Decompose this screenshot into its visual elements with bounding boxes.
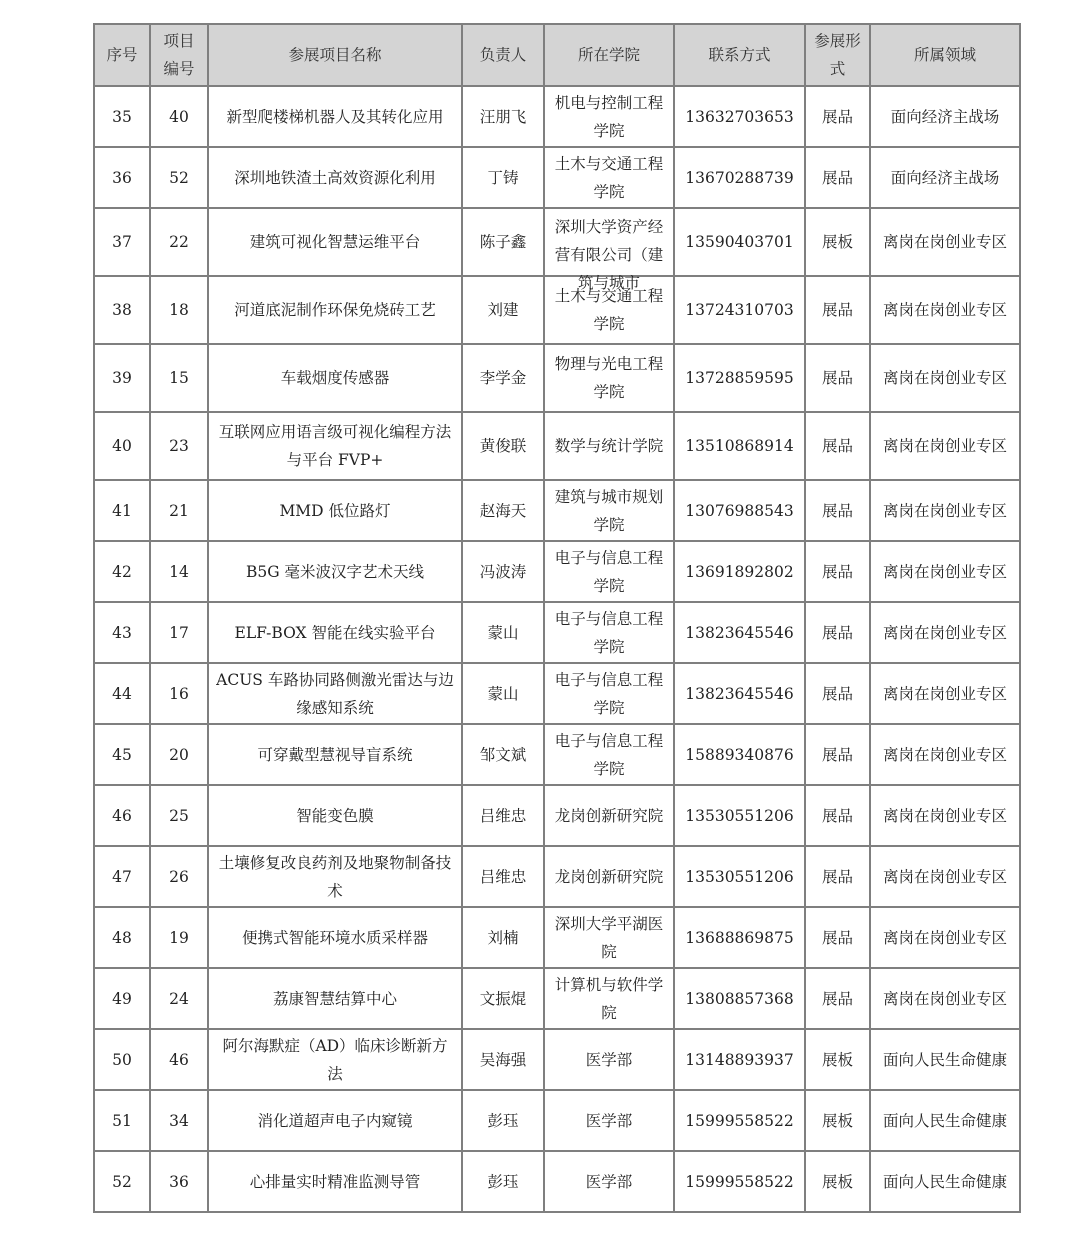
cell-college xyxy=(544,276,674,344)
cell-college xyxy=(544,663,674,724)
cell-no: 51 xyxy=(94,1090,150,1151)
table-header-row xyxy=(94,24,1020,86)
cell-code: 25 xyxy=(150,785,208,846)
cell-field: 离岗在岗创业专区 xyxy=(870,480,1020,541)
college-text: 深圳大学平湖医院 xyxy=(554,914,664,961)
cell-leader: 丁铸 xyxy=(462,147,544,208)
cell-form: 展品 xyxy=(805,344,870,412)
table-row xyxy=(94,785,1020,846)
cell-phone: 13728859595 xyxy=(674,344,805,412)
cell-field: 离岗在岗创业专区 xyxy=(870,907,1020,968)
table-row xyxy=(94,663,1020,724)
cell-no: 49 xyxy=(94,968,150,1029)
cell-phone: 13590403701 xyxy=(674,208,805,276)
college-text: 机电与控制工程学院 xyxy=(554,93,664,140)
table-row xyxy=(94,968,1020,1029)
cell-leader: 冯波涛 xyxy=(462,541,544,602)
header-cell-code: 项目编号 xyxy=(150,24,208,86)
cell-form: 展品 xyxy=(805,724,870,785)
cell-college xyxy=(544,147,674,208)
cell-college xyxy=(544,541,674,602)
cell-form: 展品 xyxy=(805,276,870,344)
cell-code: 21 xyxy=(150,480,208,541)
cell-form: 展品 xyxy=(805,412,870,480)
cell-code: 40 xyxy=(150,86,208,147)
cell-field: 离岗在岗创业专区 xyxy=(870,602,1020,663)
table-row xyxy=(94,724,1020,785)
cell-college xyxy=(544,846,674,907)
cell-phone: 13670288739 xyxy=(674,147,805,208)
cell-field: 离岗在岗创业专区 xyxy=(870,663,1020,724)
cell-phone: 13076988543 xyxy=(674,480,805,541)
table-row xyxy=(94,344,1020,412)
header-cell-leader: 负责人 xyxy=(462,24,544,86)
cell-college xyxy=(544,1090,674,1151)
cell-code: 18 xyxy=(150,276,208,344)
table-row xyxy=(94,602,1020,663)
cell-no: 50 xyxy=(94,1029,150,1090)
cell-field: 离岗在岗创业专区 xyxy=(870,208,1020,276)
cell-form: 展品 xyxy=(805,968,870,1029)
cell-code: 16 xyxy=(150,663,208,724)
cell-name: 新型爬楼梯机器人及其转化应用 xyxy=(208,86,462,147)
cell-name: 河道底泥制作环保免烧砖工艺 xyxy=(208,276,462,344)
cell-name: 阿尔海默症（AD）临床诊断新方法 xyxy=(208,1029,462,1090)
cell-field: 离岗在岗创业专区 xyxy=(870,846,1020,907)
cell-college xyxy=(544,1151,674,1212)
cell-leader: 刘建 xyxy=(462,276,544,344)
cell-college xyxy=(544,480,674,541)
college-text: 土木与交通工程学院 xyxy=(554,287,664,333)
cell-leader: 蒙山 xyxy=(462,602,544,663)
college-text: 医学部 xyxy=(585,1172,633,1191)
cell-college xyxy=(544,602,674,663)
cell-form: 展品 xyxy=(805,480,870,541)
cell-leader: 邹文斌 xyxy=(462,724,544,785)
cell-name: 便携式智能环境水质采样器 xyxy=(208,907,462,968)
cell-no: 41 xyxy=(94,480,150,541)
cell-form: 展板 xyxy=(805,1151,870,1212)
cell-field: 离岗在岗创业专区 xyxy=(870,276,1020,344)
cell-college xyxy=(544,1029,674,1090)
cell-code: 19 xyxy=(150,907,208,968)
table-row xyxy=(94,412,1020,480)
college-text: 电子与信息工程学院 xyxy=(554,670,664,717)
cell-form: 展板 xyxy=(805,208,870,276)
cell-phone: 13724310703 xyxy=(674,276,805,344)
college-text: 数学与统计学院 xyxy=(554,437,664,455)
cell-form: 展品 xyxy=(805,147,870,208)
table-row xyxy=(94,541,1020,602)
cell-phone: 13808857368 xyxy=(674,968,805,1029)
cell-name: 智能变色膜 xyxy=(208,785,462,846)
cell-code: 15 xyxy=(150,344,208,412)
cell-name: ELF-BOX 智能在线实验平台 xyxy=(208,602,462,663)
cell-leader: 吕维忠 xyxy=(462,846,544,907)
cell-code: 14 xyxy=(150,541,208,602)
table-row xyxy=(94,147,1020,208)
table-row xyxy=(94,907,1020,968)
cell-form: 展板 xyxy=(805,1029,870,1090)
college-text: 计算机与软件学院 xyxy=(554,975,664,1022)
cell-phone: 13691892802 xyxy=(674,541,805,602)
cell-leader: 汪朋飞 xyxy=(462,86,544,147)
cell-form: 展品 xyxy=(805,663,870,724)
cell-name: 荔康智慧结算中心 xyxy=(208,968,462,1029)
cell-name: 心排量实时精准监测导管 xyxy=(208,1151,462,1212)
table-row xyxy=(94,208,1020,276)
header-cell-no: 序号 xyxy=(94,24,150,86)
cell-code: 46 xyxy=(150,1029,208,1090)
cell-leader: 彭珏 xyxy=(462,1090,544,1151)
cell-college xyxy=(544,968,674,1029)
cell-leader: 吕维忠 xyxy=(462,785,544,846)
cell-code: 52 xyxy=(150,147,208,208)
cell-field: 面向人民生命健康 xyxy=(870,1090,1020,1151)
cell-name: 深圳地铁渣土高效资源化利用 xyxy=(208,147,462,208)
cell-field: 离岗在岗创业专区 xyxy=(870,785,1020,846)
cell-leader: 吴海强 xyxy=(462,1029,544,1090)
cell-name: 消化道超声电子内窥镜 xyxy=(208,1090,462,1151)
cell-phone: 13530551206 xyxy=(674,846,805,907)
cell-name: 车载烟度传感器 xyxy=(208,344,462,412)
cell-no: 36 xyxy=(94,147,150,208)
college-text: 土木与交通工程学院 xyxy=(554,154,664,201)
college-text: 医学部 xyxy=(585,1111,633,1130)
cell-name: ACUS 车路协同路侧激光雷达与边缘感知系统 xyxy=(208,663,462,724)
cell-no: 43 xyxy=(94,602,150,663)
college-text: 龙岗创新研究院 xyxy=(554,806,664,825)
cell-code: 34 xyxy=(150,1090,208,1151)
cell-no: 46 xyxy=(94,785,150,846)
cell-phone: 13823645546 xyxy=(674,602,805,663)
cell-leader: 蒙山 xyxy=(462,663,544,724)
cell-phone: 13688869875 xyxy=(674,907,805,968)
cell-field: 面向经济主战场 xyxy=(870,86,1020,147)
cell-field: 面向人民生命健康 xyxy=(870,1151,1020,1212)
cell-college xyxy=(544,208,674,292)
cell-phone: 15999558522 xyxy=(674,1090,805,1151)
cell-phone: 13148893937 xyxy=(674,1029,805,1090)
college-text: 医学部 xyxy=(585,1050,633,1069)
cell-form: 展品 xyxy=(805,602,870,663)
cell-leader: 赵海天 xyxy=(462,480,544,541)
cell-no: 40 xyxy=(94,412,150,480)
college-text: 深圳大学资产经营有限公司（建筑与城市 xyxy=(554,218,664,292)
cell-college xyxy=(544,412,674,480)
cell-code: 24 xyxy=(150,968,208,1029)
cell-field: 离岗在岗创业专区 xyxy=(870,344,1020,412)
cell-no: 38 xyxy=(94,276,150,344)
cell-no: 39 xyxy=(94,344,150,412)
cell-name: 建筑可视化智慧运维平台 xyxy=(208,208,462,276)
cell-field: 离岗在岗创业专区 xyxy=(870,724,1020,785)
cell-form: 展品 xyxy=(805,907,870,968)
exhibit-table xyxy=(93,23,1021,1213)
cell-college xyxy=(544,785,674,846)
table-row xyxy=(94,480,1020,541)
table-row xyxy=(94,86,1020,147)
college-text: 建筑与城市规划学院 xyxy=(554,487,664,534)
cell-code: 36 xyxy=(150,1151,208,1212)
cell-phone: 15889340876 xyxy=(674,724,805,785)
cell-phone: 13530551206 xyxy=(674,785,805,846)
college-text: 物理与光电工程学院 xyxy=(554,355,664,401)
cell-field: 面向经济主战场 xyxy=(870,147,1020,208)
college-text: 龙岗创新研究院 xyxy=(554,867,664,886)
cell-code: 20 xyxy=(150,724,208,785)
table-row xyxy=(94,1090,1020,1151)
table-row xyxy=(94,1151,1020,1212)
header-cell-field: 所属领域 xyxy=(870,24,1020,86)
cell-form: 展品 xyxy=(805,541,870,602)
header-cell-name: 参展项目名称 xyxy=(208,24,462,86)
cell-field: 离岗在岗创业专区 xyxy=(870,968,1020,1029)
cell-no: 52 xyxy=(94,1151,150,1212)
cell-college xyxy=(544,907,674,968)
cell-form: 展品 xyxy=(805,86,870,147)
table-body xyxy=(94,86,1020,1212)
cell-phone: 13823645546 xyxy=(674,663,805,724)
cell-field: 面向人民生命健康 xyxy=(870,1029,1020,1090)
cell-code: 17 xyxy=(150,602,208,663)
cell-phone: 13510868914 xyxy=(674,412,805,480)
cell-college xyxy=(544,86,674,147)
header-cell-college: 所在学院 xyxy=(544,24,674,86)
cell-phone: 15999558522 xyxy=(674,1151,805,1212)
cell-no: 45 xyxy=(94,724,150,785)
cell-name: 互联网应用语言级可视化编程方法与平台 FVP+ xyxy=(208,412,462,480)
cell-name: 可穿戴型慧视导盲系统 xyxy=(208,724,462,785)
cell-name: MMD 低位路灯 xyxy=(208,480,462,541)
cell-leader: 文振焜 xyxy=(462,968,544,1029)
college-text: 电子与信息工程学院 xyxy=(554,731,664,778)
cell-leader: 黄俊联 xyxy=(462,412,544,480)
cell-no: 47 xyxy=(94,846,150,907)
cell-form: 展板 xyxy=(805,1090,870,1151)
cell-leader: 陈子鑫 xyxy=(462,208,544,276)
cell-college xyxy=(544,344,674,412)
cell-no: 42 xyxy=(94,541,150,602)
college-text: 电子与信息工程学院 xyxy=(554,609,664,656)
cell-name: 土壤修复改良药剂及地聚物制备技术 xyxy=(208,846,462,907)
cell-form: 展品 xyxy=(805,785,870,846)
college-text: 电子与信息工程学院 xyxy=(554,548,664,595)
cell-leader: 李学金 xyxy=(462,344,544,412)
cell-code: 23 xyxy=(150,412,208,480)
cell-field: 离岗在岗创业专区 xyxy=(870,541,1020,602)
cell-no: 37 xyxy=(94,208,150,276)
cell-phone: 13632703653 xyxy=(674,86,805,147)
cell-no: 48 xyxy=(94,907,150,968)
cell-form: 展品 xyxy=(805,846,870,907)
cell-no: 44 xyxy=(94,663,150,724)
cell-leader: 刘楠 xyxy=(462,907,544,968)
cell-no: 35 xyxy=(94,86,150,147)
cell-college xyxy=(544,724,674,785)
cell-name: B5G 毫米波汉字艺术天线 xyxy=(208,541,462,602)
header-cell-form: 参展形式 xyxy=(805,24,870,86)
cell-code: 22 xyxy=(150,208,208,276)
cell-field: 离岗在岗创业专区 xyxy=(870,412,1020,480)
table-row xyxy=(94,846,1020,907)
table-row xyxy=(94,276,1020,344)
table-row xyxy=(94,1029,1020,1090)
header-cell-phone: 联系方式 xyxy=(674,24,805,86)
cell-code: 26 xyxy=(150,846,208,907)
cell-leader: 彭珏 xyxy=(462,1151,544,1212)
